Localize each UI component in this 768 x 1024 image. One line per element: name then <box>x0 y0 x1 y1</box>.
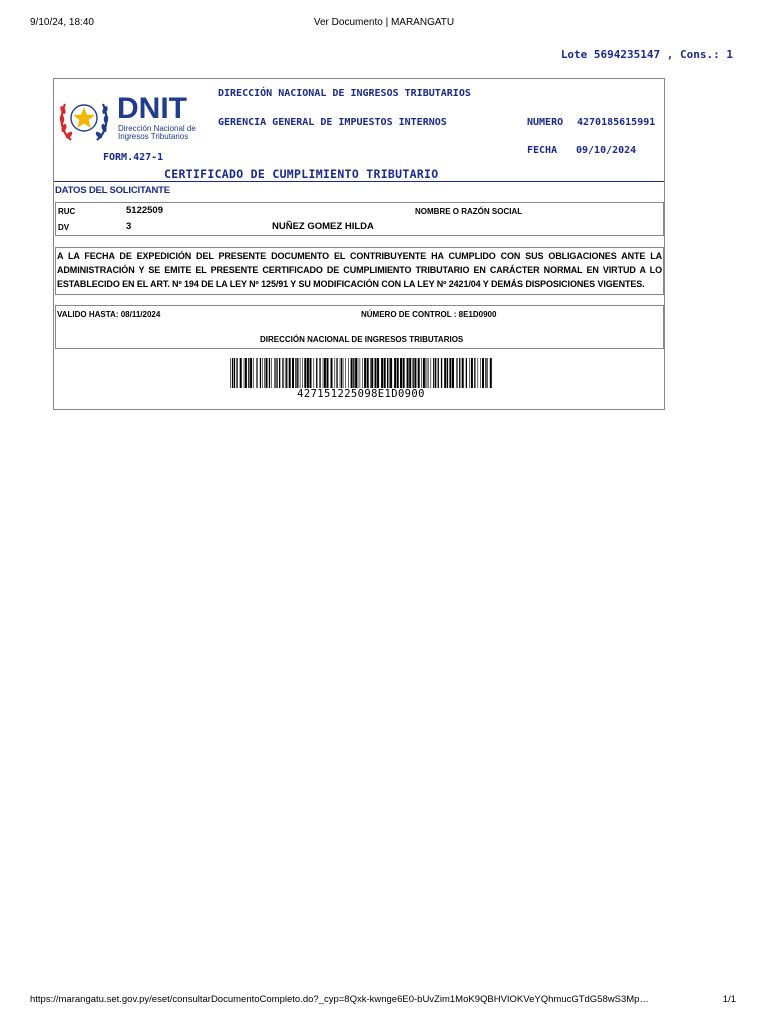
logo-brand: DNIT <box>117 92 187 125</box>
barcode-bar <box>418 358 420 388</box>
barcode-bar <box>276 358 277 388</box>
numero-value: 4270185615991 <box>577 117 656 128</box>
barcode-bar <box>234 358 235 388</box>
barcode-bar <box>257 358 258 388</box>
print-datetime: 9/10/24, 18:40 <box>30 17 94 28</box>
barcode-bar <box>427 358 428 388</box>
barcode-bar <box>264 358 265 388</box>
barcode <box>230 358 492 388</box>
barcode-bar <box>295 358 296 388</box>
barcode-bar <box>282 358 283 388</box>
barcode-bar <box>364 358 366 388</box>
dv-value: 3 <box>126 221 132 232</box>
dv-label: DV <box>58 223 70 232</box>
barcode-bar <box>409 358 411 388</box>
barcode-bar <box>324 358 326 388</box>
issuer-name: DIRECCIÓN NACIONAL DE INGRESOS TRIBUTARIOS <box>260 335 464 344</box>
barcode-bar <box>452 358 454 388</box>
barcode-bar <box>292 358 294 388</box>
barcode-bar <box>260 358 261 388</box>
barcode-bar <box>353 358 354 388</box>
barcode-bar <box>469 358 470 388</box>
barcode-bar <box>307 358 309 388</box>
barcode-bar <box>271 358 272 388</box>
barcode-bar <box>269 358 270 388</box>
ruc-label: RUC <box>58 207 76 216</box>
barcode-bar <box>230 358 231 388</box>
print-page-number: 1/1 <box>722 994 736 1005</box>
fecha-value: 09/10/2024 <box>576 145 637 156</box>
barcode-bar <box>248 358 249 388</box>
barcode-bar <box>480 358 481 388</box>
section-label-solicitante: DATOS DEL SOLICITANTE <box>55 185 170 196</box>
barcode-bar <box>421 358 422 388</box>
barcode-bar <box>304 358 306 388</box>
barcode-bar <box>370 358 371 388</box>
nombre-value: NUÑEZ GOMEZ HILDA <box>272 221 374 232</box>
barcode-bar <box>456 358 457 388</box>
certification-text: A LA FECHA DE EXPEDICIÓN DEL PRESENTE DOCUMENTO EL CONTRIBUYENTE HA CUMPLIDO CON SUS OBLIGACIONES ANTE LA ADMINISTRACIÓN Y SE EMITE EL PRESENTE CERTIFICADO DE CUMPLIMIENTO TRIBUTARIO EN CARÁCTER NORMAL EN VIRTUD A LO ESTABLECIDO EN EL ART. Nº 194 DE LA LEY Nº 125/91 Y SU MODIFICACIÓN CON LA LEY Nº 2421/04 Y DEMÁS DISPOSICIONES VIGENTES. <box>57 251 662 290</box>
barcode-bar <box>244 358 245 388</box>
barcode-bar <box>253 358 254 388</box>
barcode-bar <box>232 358 233 388</box>
barcode-bar <box>285 358 286 388</box>
barcode-bar <box>471 358 473 388</box>
barcode-bar <box>431 358 432 388</box>
nombre-label: NOMBRE O RAZÓN SOCIAL <box>415 207 523 216</box>
barcode-bar <box>351 358 353 388</box>
barcode-bar <box>377 358 379 388</box>
barcode-bar <box>336 358 337 388</box>
barcode-bar <box>297 358 298 388</box>
title-divider <box>54 181 664 182</box>
barcode-bar <box>340 358 341 388</box>
barcode-bar <box>266 358 268 388</box>
barcode-bar <box>345 358 346 388</box>
barcode-bar <box>367 358 369 388</box>
barcode-bar <box>423 358 425 388</box>
barcode-bar <box>482 358 484 388</box>
barcode-bar <box>289 358 291 388</box>
star-icon <box>73 107 95 128</box>
barcode-bar <box>371 358 373 388</box>
barcode-bar <box>236 358 237 388</box>
barcode-bar <box>485 358 486 388</box>
barcode-bar <box>390 358 392 388</box>
form-code: FORM.427-1 <box>103 152 164 163</box>
barcode-bar <box>279 358 280 388</box>
barcode-bar <box>426 358 427 388</box>
barcode-bar <box>275 358 276 388</box>
barcode-bar <box>286 358 287 388</box>
barcode-bar <box>487 358 488 388</box>
barcode-bar <box>433 358 434 388</box>
barcode-bar <box>459 358 460 388</box>
barcode-bar <box>428 358 429 388</box>
barcode-bar <box>441 358 442 388</box>
barcode-bar <box>466 358 467 388</box>
barcode-bar <box>323 358 324 388</box>
barcode-bar <box>435 358 436 388</box>
barcode-bar <box>397 358 399 388</box>
barcode-bar <box>403 358 405 388</box>
barcode-bar <box>444 358 446 388</box>
barcode-bar <box>341 358 342 388</box>
print-page-title: Ver Documento | MARANGATU <box>313 17 455 28</box>
barcode-bar <box>457 358 458 388</box>
barcode-bar <box>384 358 386 388</box>
barcode-bar <box>449 358 451 388</box>
barcode-bar <box>245 358 247 388</box>
barcode-bar <box>310 358 312 388</box>
barcode-bar <box>335 358 336 388</box>
barcode-bar <box>462 358 464 388</box>
barcode-bar <box>314 358 315 388</box>
barcode-bar <box>250 358 252 388</box>
barcode-bar <box>360 358 361 388</box>
logo-subtitle-2: Ingresos Tributarios <box>118 132 189 141</box>
barcode-bar <box>413 358 414 388</box>
barcode-bar <box>414 358 416 388</box>
barcode-bar <box>438 358 439 388</box>
barcode-bar <box>358 358 359 388</box>
barcode-bar <box>348 358 349 388</box>
barcode-bar <box>375 358 377 388</box>
dnit-logo <box>57 88 207 146</box>
barcode-bar <box>447 358 448 388</box>
barcode-bar <box>316 358 317 388</box>
barcode-bar <box>400 358 402 388</box>
barcode-bar <box>262 358 263 388</box>
certificate-title: CERTIFICADO DE CUMPLIMIENTO TRIBUTARIO <box>164 167 439 181</box>
fecha-label: FECHA <box>527 145 558 156</box>
barcode-bar <box>474 358 475 388</box>
barcode-bar <box>381 358 383 388</box>
barcode-bar <box>256 358 257 388</box>
control-number: NÚMERO DE CONTROL : 8E1D0900 <box>361 310 497 319</box>
barcode-number: 427151225098E1D0900 <box>297 388 425 400</box>
barcode-bar <box>362 358 363 388</box>
barcode-bar <box>319 358 320 388</box>
barcode-bar <box>407 358 409 388</box>
barcode-bar <box>300 358 301 388</box>
barcode-bar <box>478 358 479 388</box>
barcode-bar <box>343 358 344 388</box>
barcode-bar <box>240 358 242 388</box>
barcode-bar <box>355 358 357 388</box>
barcode-bar <box>331 358 333 388</box>
agency-name: DIRECCIÓN NACIONAL DE INGRESOS TRIBUTARIOS <box>218 88 471 99</box>
division-name: GERENCIA GENERAL DE IMPUESTOS INTERNOS <box>218 117 447 128</box>
barcode-bar <box>302 358 303 388</box>
barcode-bar <box>387 358 388 388</box>
lote-number: Lote 5694235147 , Cons.: 1 <box>560 48 733 61</box>
barcode-bar <box>394 358 396 388</box>
barcode-bar <box>490 358 492 388</box>
barcode-bar <box>389 358 390 388</box>
ruc-value: 5122509 <box>126 205 163 216</box>
print-url: https://marangatu.set.gov.py/eset/consultarDocumentoCompleto.do?_cyp=8Qxk-kwnge6E0-bUvZim1MoK9QBHVIOKVeYQhmucGTdG58wS3Mp… <box>30 994 649 1005</box>
barcode-bar <box>327 358 329 388</box>
logo-subtitle-1: Dirección Nacional de <box>118 124 196 133</box>
valid-until: VALIDO HASTA: 08/11/2024 <box>57 310 161 319</box>
numero-label: NUMERO <box>527 117 564 128</box>
barcode-bar <box>274 358 275 388</box>
